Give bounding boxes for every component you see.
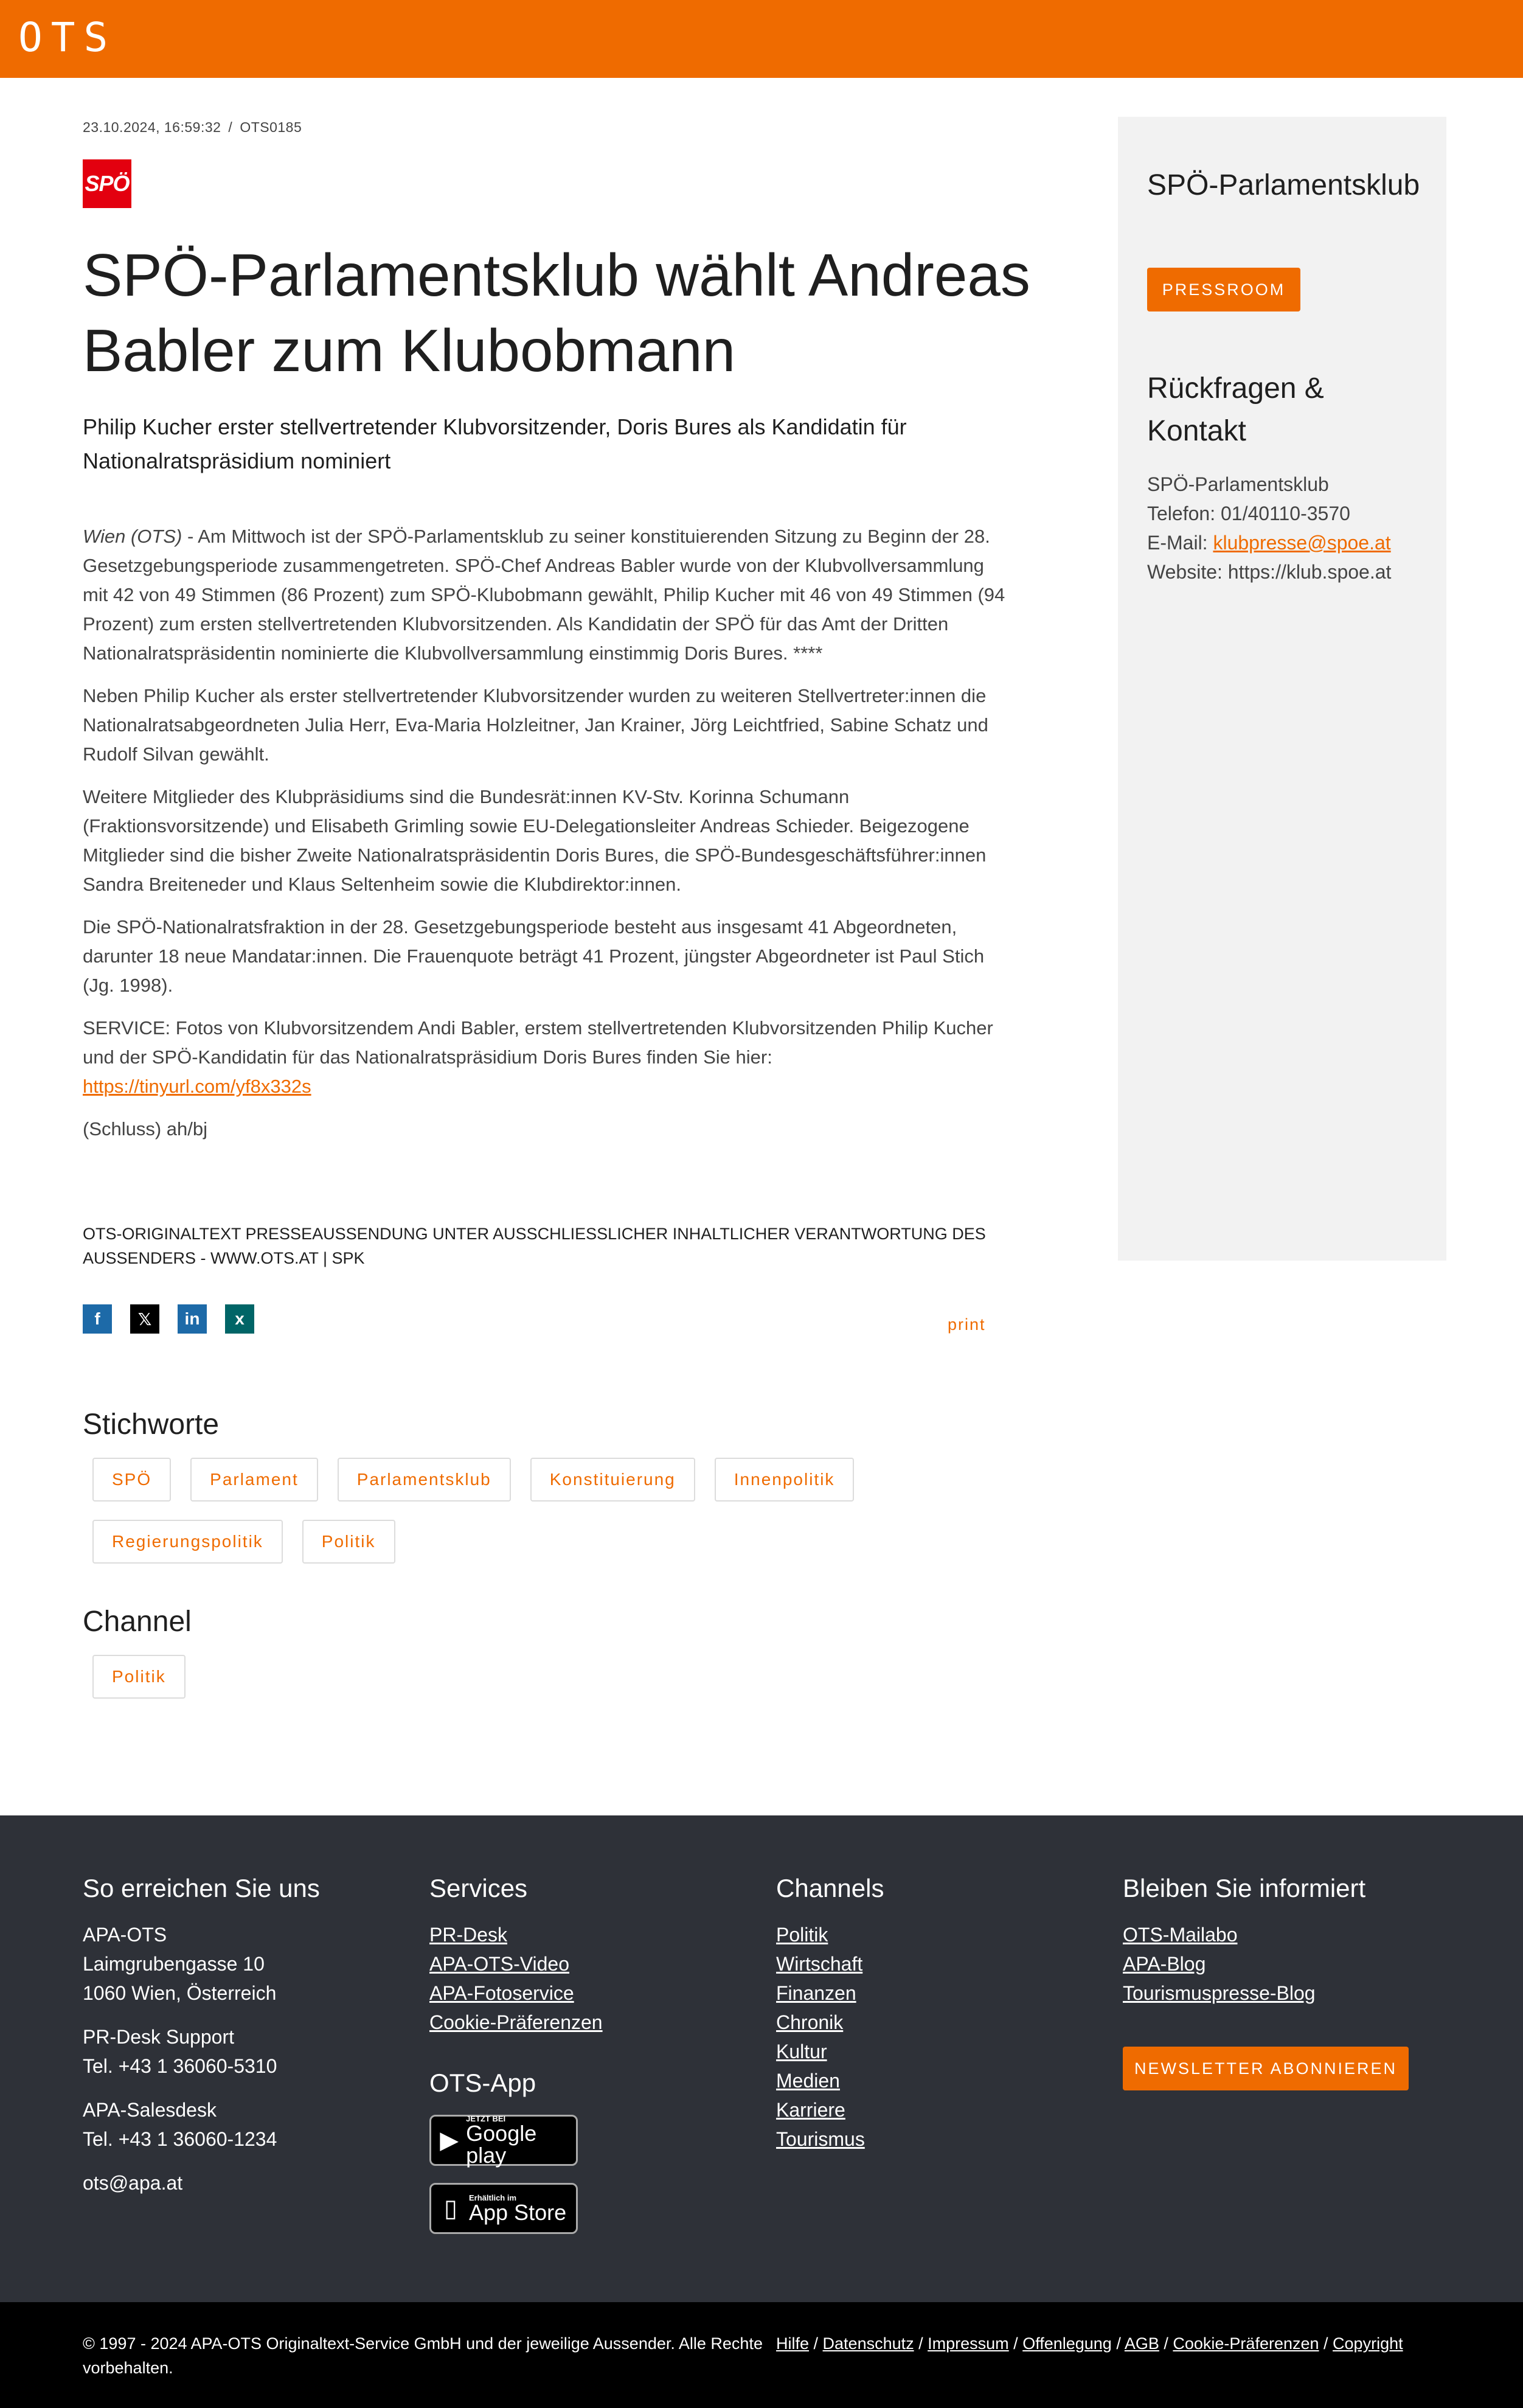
share-bar [83,1304,254,1334]
footer-newsletter-title: Bleiben Sie informiert [1123,1874,1366,1902]
contact-phone: Telefon: 01/40110-3570 [1147,503,1350,524]
article-subtitle: Philip Kucher erster stellvertretender Klubvorsitzender, Doris Bures als Kandidatin für Nationalratspräsidium nominiert [83,414,907,473]
footer-channels-column [776,1874,884,2154]
article-body [83,522,1013,1157]
article-headline: SPÖ-Parlamentsklub wählt Andreas Babler zum Klubobmann [83,242,1030,384]
footer-link-tourismuspresse[interactable]: Tourismuspresse-Blog [1123,1982,1316,2004]
footer-channel-kultur[interactable]: Kultur [776,2041,827,2062]
sender-logo[interactable]: SPÖ [83,159,131,208]
tag-regierungspolitik[interactable]: Regierungspolitik [92,1520,283,1564]
footer-email[interactable]: ots@apa.at [83,2172,183,2194]
legal-link-offenlegung[interactable]: Offenlegung [1022,2334,1112,2353]
footer-support-label: PR-Desk Support [83,2026,234,2048]
top-header [0,0,1523,78]
contact-email-link[interactable]: klubpresse@spoe.at [1213,532,1391,554]
paragraph-4: Die SPÖ-Nationalratsfraktion in der 28. Gesetzgebungsperiode besteht aus insgesamt 41 Abgeordneten, darunter 18 neue Mandatar:innen. Die Frauenquote beträgt 41 Prozent, jüngster Abgeordneter ist Paul Stich (Jg. 1998). [83,916,985,996]
app-store-badge[interactable]: ▯ Erhältlich im App Store [429,2183,578,2234]
meta-separator: / [228,119,233,135]
paragraph-1: Wien (OTS) - Am Mittwoch ist der SPÖ-Parlamentsklub zu seiner konstituierenden Sitzung zu Beginn der 28. Gesetzgebungsperiode zusammengetreten. SPÖ-Chef Andreas Babler wurde von der Klubvollversammlung mit 42 von 49 Stimmen (86 Prozent) zum SPÖ-Klubobmann gewählt, Philip Kucher mit 46 von 49 Stimmen (94 Prozent) zum ersten stellvertretenden Klubvorsitzenden. Als Kandidatin der SPÖ für das Amt der Dritten Nationalratspräsidentin nominierte die Klubvollversammlung einstimmig Doris Bures. **** [83,526,1005,664]
footer-city: 1060 Wien, Österreich [83,1982,277,2004]
keywords-title: Stichworte [83,1408,220,1441]
footer-support-tel: Tel. +43 1 36060-5310 [83,2055,277,2077]
paragraph-6: (Schluss) ah/bj [83,1118,208,1140]
keyword-tags [92,1458,1005,1564]
dateline: Wien (OTS) [83,526,182,547]
tag-parlamentsklub[interactable]: Parlamentsklub [338,1458,511,1502]
footer-newsletter-column [1123,1874,1365,2008]
tag-parlament[interactable]: Parlament [190,1458,318,1502]
paragraph-3: Weitere Mitglieder des Klubpräsidiums sind die Bundesrät:innen KV-Stv. Korinna Schumann (Fraktionsvorsitzende) und Elisabeth Grimling sowie EU-Delegationsleiter Andreas Schieder. Beigezogene Mitglieder sind die bisher Zweite Nationalratspräsidentin Doris Bures, die SPÖ-Bundesgeschäftsführer:innen Sandra Breiteneder und Klaus Seltenheim sowie die Klubdirektor:innen. [83,786,987,895]
paragraph-5: SERVICE: Fotos von Klubvorsitzendem Andi Babler, erstem stellvertretenden Klubvorsitzenden Philip Kucher und der SPÖ-Kandidatin für das Nationalratspräsidium Doris Bures finden Sie hier: https://tinyurl.com/yf8x332s [83,1017,993,1097]
tag-spoe[interactable]: SPÖ [92,1458,171,1502]
publish-date: 23.10.2024, 16:59:32 [83,119,221,135]
tag-politik[interactable]: Politik [302,1520,395,1564]
pressroom-button[interactable]: PRESSROOM [1147,268,1300,311]
legal-link-hilfe[interactable]: Hilfe [776,2334,810,2353]
footer-services-column [429,1874,603,2234]
contact-name: SPÖ-Parlamentsklub [1147,473,1329,495]
footer-org: APA-OTS [83,1924,167,1946]
article-meta [83,119,302,136]
channel-tags [92,1655,1005,1699]
xing-icon[interactable]: x [225,1304,254,1334]
footer-link-mailabo[interactable]: OTS-Mailabo [1123,1924,1238,1946]
phone-icon: ▯ [443,2195,457,2222]
sender-sidebar [1118,117,1446,1261]
contact-title: Rückfragen & Kontakt [1147,372,1324,447]
footer-channel-chronik[interactable]: Chronik [776,2011,844,2033]
site-footer [0,1815,1523,2302]
print-link[interactable]: print [948,1315,986,1334]
paragraph-2: Neben Philip Kucher als erster stellvertretender Klubvorsitzender wurden zu weiteren Stellvertreter:innen die Nationalratsabgeordneten Julia Herr, Eva-Maria Holzleitner, Jan Krainer, Jörg Leichtfried, Sabine Schatz und Rudolf Silvan gewählt. [83,685,988,765]
footer-link-apa-fotoservice[interactable]: APA-Fotoservice [429,1982,574,2004]
contact-email-row: E-Mail: klubpresse@spoe.at [1147,532,1391,554]
footer-link-apa-ots-video[interactable]: APA-OTS-Video [429,1953,570,1975]
ots-logo[interactable]: OTS [18,14,117,61]
footer-channel-medien[interactable]: Medien [776,2070,840,2092]
footer-contact-title: So erreichen Sie uns [83,1874,320,1902]
contact-details [1147,470,1391,586]
footer-sales-tel: Tel. +43 1 36060-1234 [83,2128,277,2150]
footer-channels-title: Channels [776,1874,884,1902]
footer-sales-label: APA-Salesdesk [83,2099,217,2121]
contact-website: Website: https://klub.spoe.at [1147,561,1392,583]
ots-id: OTS0185 [240,119,302,135]
legal-link-agb[interactable]: AGB [1124,2334,1159,2353]
footer-services-title: Services [429,1874,528,1902]
footer-channel-finanzen[interactable]: Finanzen [776,1982,856,2004]
footer-app-title: OTS-App [429,2069,536,2097]
channel-title: Channel [83,1606,192,1638]
footer-link-apa-blog[interactable]: APA-Blog [1123,1953,1206,1975]
linkedin-icon[interactable]: in [178,1304,207,1334]
facebook-icon[interactable]: f [83,1304,112,1334]
ots-disclaimer: OTS-ORIGINALTEXT PRESSEAUSSENDUNG UNTER AUSSCHLIESSLICHER INHALTLICHER VERANTWORTUNG DES AUSSENDERS - WWW.OTS.AT | SPK [83,1225,986,1267]
footer-channel-karriere[interactable]: Karriere [776,2099,845,2121]
google-play-icon: ▶ [440,2127,459,2154]
footer-channel-tourismus[interactable]: Tourismus [776,2128,865,2150]
footer-link-pr-desk[interactable]: PR-Desk [429,1924,508,1946]
x-twitter-icon[interactable]: 𝕏 [130,1304,159,1334]
channel-tag-politik[interactable]: Politik [92,1655,186,1699]
copyright-text: © 1997 - 2024 APA-OTS Originaltext-Service GmbH und der jeweilige Aussender. Alle Rechte vorbehalten. [83,2334,763,2377]
sender-title: SPÖ-Parlamentsklub [1147,169,1420,201]
footer-channel-politik[interactable]: Politik [776,1924,828,1946]
legal-link-copyright[interactable]: Copyright [1333,2334,1403,2353]
tag-innenpolitik[interactable]: Innenpolitik [715,1458,855,1502]
legal-links: Hilfe / Datenschutz / Impressum / Offenlegung / AGB / Cookie-Präferenzen / Copyright [776,2334,1403,2353]
google-play-badge[interactable]: ▶ JETZT BEI Google play [429,2115,578,2166]
legal-link-cookie[interactable]: Cookie-Präferenzen [1173,2334,1319,2353]
bottom-bar [0,2302,1523,2408]
footer-link-cookie[interactable]: Cookie-Präferenzen [429,2011,603,2033]
legal-link-impressum[interactable]: Impressum [928,2334,1009,2353]
legal-link-datenschutz[interactable]: Datenschutz [822,2334,914,2353]
footer-street: Laimgrubengasse 10 [83,1953,265,1975]
footer-channel-wirtschaft[interactable]: Wirtschaft [776,1953,863,1975]
newsletter-button[interactable]: NEWSLETTER ABONNIEREN [1123,2047,1409,2090]
tag-konstituierung[interactable]: Konstituierung [530,1458,695,1502]
photo-link[interactable]: https://tinyurl.com/yf8x332s [83,1076,311,1097]
footer-contact-column [83,1874,320,2197]
